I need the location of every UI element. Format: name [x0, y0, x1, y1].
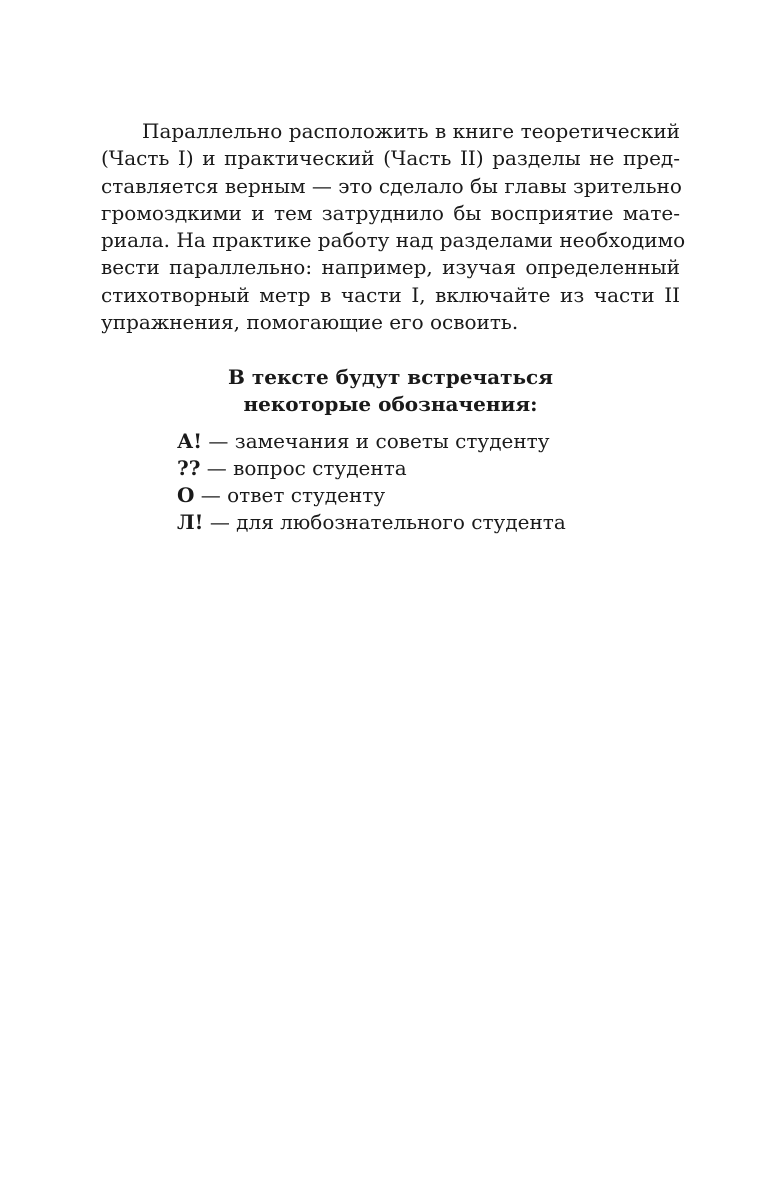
legend-mark: О: [177, 483, 195, 507]
paragraph-line: ставляется верным — это сделало бы главы зрительно: [101, 173, 682, 198]
paragraph-line: Параллельно расположить в книге теоретический: [142, 119, 680, 143]
legend-heading: [101, 364, 680, 418]
legend-description: — ответ студенту: [194, 483, 386, 507]
legend-list: [177, 428, 566, 536]
legend-item: [177, 509, 566, 536]
paragraph-line: риала. На практике работу над разделами необходимо: [101, 228, 686, 253]
legend-item: [177, 428, 566, 455]
legend-description: — для любознательного студента: [203, 510, 566, 534]
paragraph-line: (Часть I) и практический (Часть II) разделы не пред-: [101, 146, 680, 171]
legend-item: [177, 455, 566, 482]
paragraph-line: вести параллельно: например, изучая определенный: [101, 255, 680, 280]
legend-mark: ??: [177, 456, 201, 480]
legend-description: — замечания и советы студенту: [202, 429, 550, 453]
legend-description: — вопрос студента: [200, 456, 407, 480]
legend-item: [177, 482, 566, 509]
legend-heading-line: В тексте будут встречаться: [227, 365, 553, 389]
paragraph-line: упражнения, помогающие его освоить.: [101, 310, 519, 335]
paragraph-line: громоздкими и тем затруднило бы восприятие мате-: [101, 200, 680, 225]
legend-heading-line: некоторые обозначения:: [243, 392, 538, 416]
paragraph-line: стихотворный метр в части I, включайте из части II: [101, 282, 680, 307]
intro-paragraph: [101, 118, 686, 336]
legend-mark: А!: [177, 429, 203, 453]
legend-mark: Л!: [177, 510, 204, 534]
